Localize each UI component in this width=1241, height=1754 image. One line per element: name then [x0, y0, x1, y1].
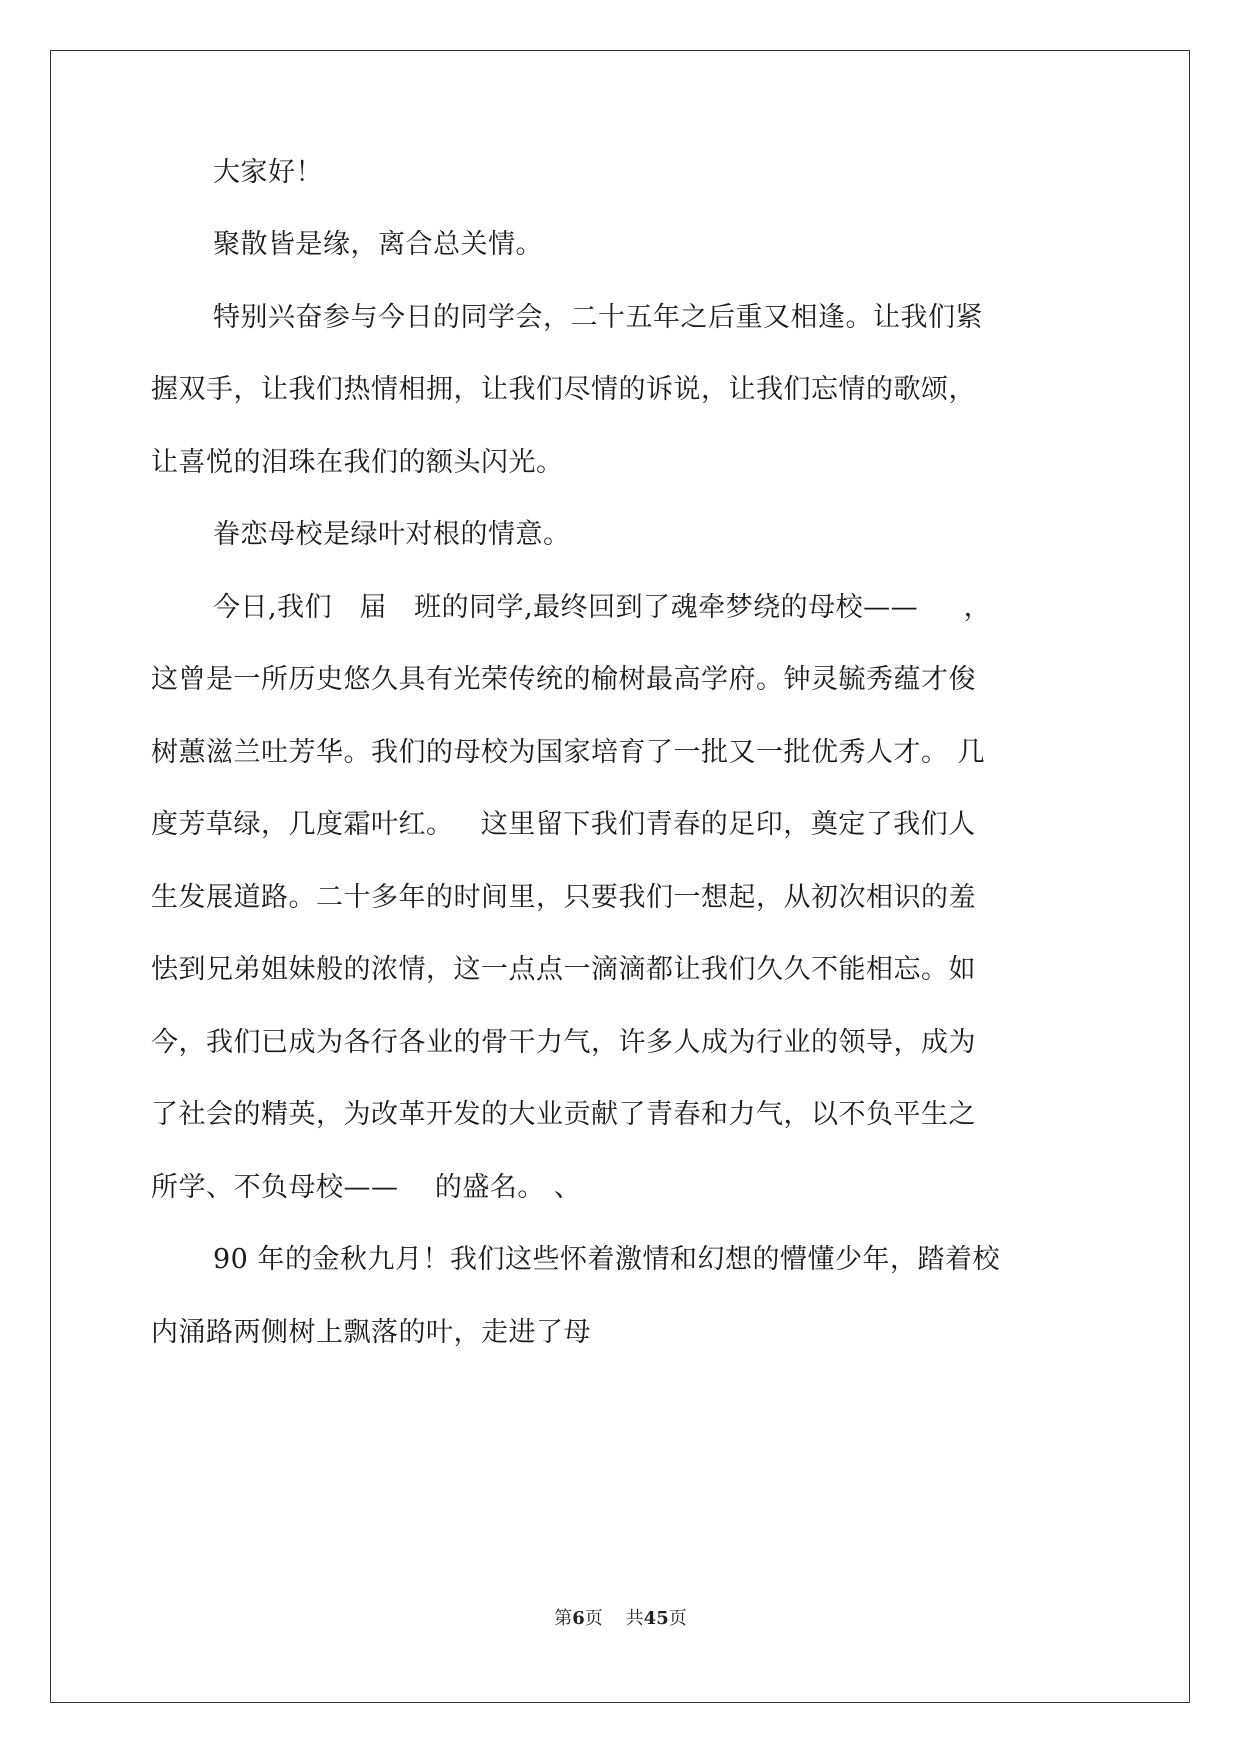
- paragraph-line: 聚散皆是缘，离合总关情。: [213, 229, 543, 260]
- paragraph-line: 这曾是一所历史悠久具有光荣传统的榆树最高学府。钟灵毓秀蕴才俊: [151, 664, 976, 695]
- paragraph-line: 了社会的精英，为改革开发的大业贡献了青春和力气，以不负平生之: [151, 1099, 976, 1130]
- total-suffix: 页: [668, 1608, 687, 1629]
- total-pages: 45: [643, 1608, 669, 1629]
- paragraph-line: 生发展道路。二十多年的时间里，只要我们一想起，从初次相识的羞: [151, 882, 976, 913]
- paragraph-line: 今日,我们 届 班的同学,最终回到了魂牵梦绕的母校—— ，: [213, 592, 992, 623]
- paragraph-line: 90 年的金秋九月！我们这些怀着激情和幻想的懵懂少年，踏着校: [213, 1244, 1000, 1275]
- paragraph-line: 握双手，让我们热情相拥，让我们尽情的诉说，让我们忘情的歌颂，: [151, 374, 976, 405]
- total-prefix: 共: [625, 1608, 644, 1629]
- paragraph-line: 今，我们已成为各行各业的骨干力气，许多人成为行业的领导，成为: [151, 1027, 976, 1058]
- page-suffix: 页: [584, 1608, 603, 1629]
- paragraph-line: 眷恋母校是绿叶对根的情意。: [213, 519, 571, 550]
- paragraph-line: 所学、不负母校—— 的盛名。 、: [151, 1172, 582, 1203]
- page-footer: [0, 1607, 1241, 1631]
- paragraph-line: 让喜悦的泪珠在我们的额头闪光。: [151, 447, 564, 478]
- paragraph-line: 特别兴奋参与今日的同学会，二十五年之后重又相逢。让我们紧: [213, 302, 983, 333]
- paragraph-line: 大家好！: [213, 157, 323, 188]
- paragraph-line: 树蕙滋兰吐芳华。我们的母校为国家培育了一批又一批优秀人才。 几: [151, 737, 986, 768]
- paragraph-line: 度芳草绿，几度霜叶红。 这里留下我们青春的足印，奠定了我们人: [151, 809, 976, 840]
- page-number: 6: [572, 1608, 585, 1629]
- paragraph-line: 内涌路两侧树上飘落的叶，走进了母: [151, 1317, 591, 1348]
- page-prefix: 第: [554, 1608, 573, 1629]
- paragraph-line: 怯到兄弟姐妹般的浓情，这一点点一滴滴都让我们久久不能相忘。如: [151, 954, 976, 985]
